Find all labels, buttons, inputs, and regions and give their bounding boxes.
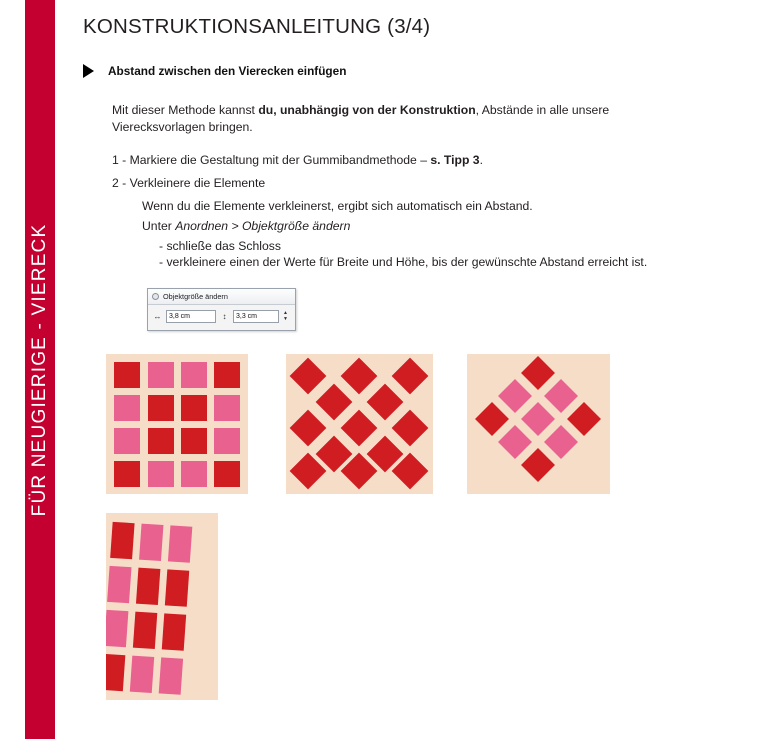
skew-clip (106, 513, 218, 700)
dialog-body (148, 305, 295, 330)
section-heading (83, 63, 346, 78)
rotated-diamond-figure (467, 354, 610, 494)
substep-lock: - schließe das Schloss (159, 239, 281, 253)
menu-path-value: Anordnen > Objektgröße ändern (175, 219, 351, 233)
stepper-buttons[interactable] (283, 311, 288, 322)
step-2-note: Wenn du die Elemente verkleinerst, ergibt sich automatisch ein Abstand. (142, 199, 533, 213)
grid-squares-figure (106, 354, 248, 494)
dialog-title-bar[interactable] (148, 289, 295, 305)
step-1-tip-ref: s. Tipp 3 (430, 153, 480, 167)
intro-text-part1: Mit dieser Methode kannst (112, 103, 259, 117)
diamond-grid-figure (286, 354, 433, 494)
width-input[interactable]: 3,8 cm (166, 310, 216, 323)
stepper-down-icon[interactable]: ▼ (283, 316, 288, 322)
object-size-dialog[interactable] (147, 288, 296, 331)
intro-paragraph (112, 102, 672, 136)
intro-text-bold: du, unabhängig von der Konstruktion (258, 103, 476, 117)
height-input[interactable]: 3,3 cm (233, 310, 279, 323)
page-title: KONSTRUKTIONSANLEITUNG (3/4) (83, 15, 431, 38)
substep-resize: - verkleinere einen der Werte für Breite und Höhe, bis der gewünschte Abstand erreicht ist. (159, 255, 648, 269)
step-1-text: 1 - Markiere die Gestaltung mit der Gummibandmethode – (112, 153, 431, 167)
height-arrow-icon: ↕ (222, 312, 227, 321)
menu-path-line (142, 218, 350, 235)
triangle-right-icon (83, 64, 94, 78)
step-1-period: . (479, 153, 483, 167)
menu-path-prefix: Unter (142, 219, 176, 233)
width-arrow-icon: ↔ (153, 312, 162, 321)
step-2: 2 - Verkleinere die Elemente (112, 176, 266, 190)
skew-transform (106, 513, 218, 700)
circle-handle-icon[interactable] (152, 293, 159, 300)
step-1 (112, 152, 483, 169)
skewed-grid-figure (106, 513, 218, 700)
page-content (83, 0, 743, 754)
dialog-title-label: Objektgröße ändern (163, 292, 228, 301)
sidebar-label: FÜR NEUGIERIGE - VIERECK (29, 223, 50, 516)
section-heading-label: Abstand zwischen den Vierecken einfügen (108, 63, 347, 78)
stepper-up-icon[interactable]: ▲ (283, 310, 288, 316)
intro-text-part2: , Abstände in alle unsere Vierecksvorlagen bringen. (112, 103, 610, 134)
sidebar-banner (25, 0, 55, 739)
